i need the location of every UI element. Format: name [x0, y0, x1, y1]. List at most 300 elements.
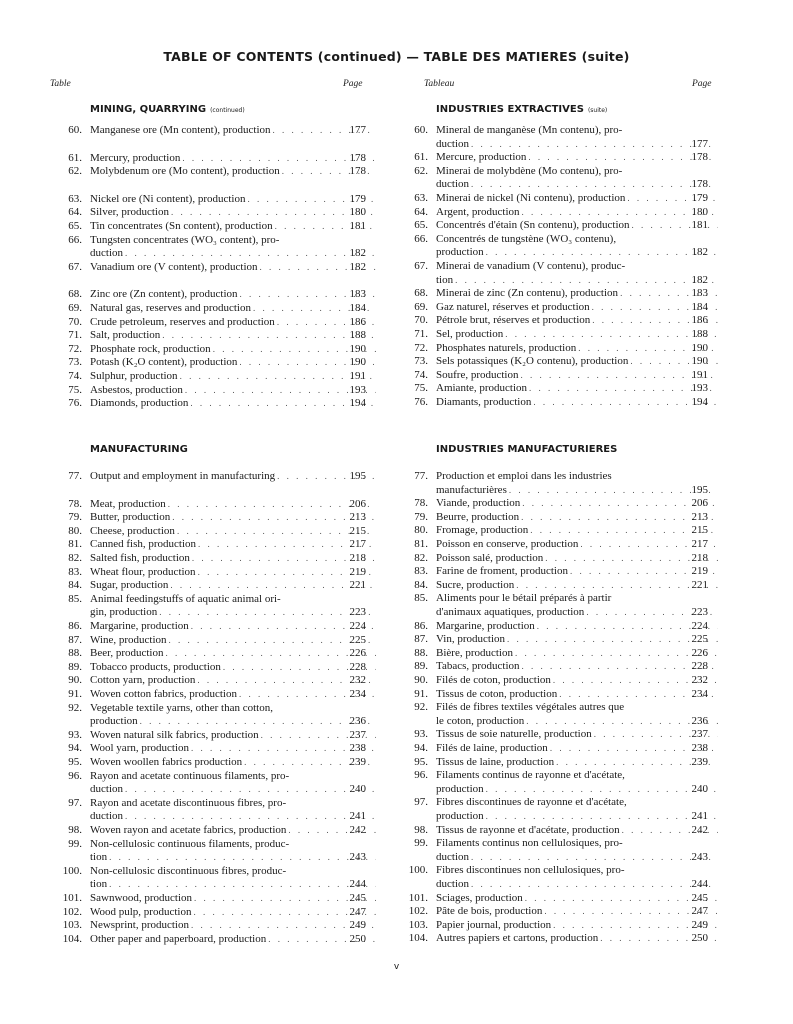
entry-title: [90, 906, 376, 920]
entry-title-line: [90, 838, 376, 852]
toc-entry[interactable]: [398, 524, 708, 538]
entry-title-line: [90, 220, 376, 234]
toc-entry[interactable]: [398, 837, 708, 864]
table-number: 83.: [68, 565, 82, 578]
entry-title-line: [90, 397, 376, 411]
entry-title-line: [436, 728, 718, 742]
section-title: MANUFACTURING: [90, 444, 188, 455]
entry-title: [436, 342, 718, 356]
entry-title-text: Concentrés d'étain (Sn contenu), production: [436, 219, 630, 232]
entry-title-line: [90, 370, 376, 384]
toc-entry[interactable]: [52, 124, 366, 138]
entry-title-text: duction: [436, 877, 469, 890]
toc-entry[interactable]: [52, 634, 366, 648]
entry-title: [90, 933, 376, 947]
table-number: 82.: [68, 552, 82, 564]
page-number-ref: 226: [691, 646, 708, 659]
toc-entry[interactable]: [52, 797, 366, 824]
toc-entry[interactable]: [398, 796, 708, 823]
entry-title-text: Argent, production: [436, 205, 520, 218]
toc-entry[interactable]: [52, 498, 366, 512]
entry-title: [436, 932, 718, 946]
page-number-ref: 225: [691, 633, 708, 646]
toc-entry[interactable]: [398, 892, 708, 906]
page-number-ref: 239: [349, 756, 366, 768]
page-number-ref: 194: [349, 397, 366, 410]
entry-title-text: Farine de froment, production: [436, 565, 568, 578]
entry-title-line: [90, 933, 376, 947]
entry-title: [436, 355, 718, 369]
entry-title-text: Sugar, production: [90, 579, 169, 592]
table-number: 63.: [414, 192, 428, 204]
page-number: v: [393, 962, 400, 972]
entry-title: [436, 864, 718, 891]
entry-title: [90, 702, 376, 729]
toc-entry[interactable]: [52, 933, 366, 947]
page-number-ref: 239: [691, 755, 708, 768]
entry-title-text: Margarine, production: [436, 619, 535, 632]
toc-entry[interactable]: [398, 742, 708, 756]
toc-entry[interactable]: [52, 470, 366, 484]
entry-title-text: tion: [436, 273, 454, 286]
toc-entry[interactable]: [52, 729, 366, 743]
entry-title: [90, 384, 376, 398]
table-number: 102.: [62, 905, 82, 918]
toc-entry[interactable]: [398, 287, 708, 301]
toc-entry[interactable]: [398, 579, 708, 593]
page-number-ref: 244: [691, 877, 708, 890]
entry-title-text: Wood pulp, production: [90, 905, 192, 918]
page-number-ref: 178: [349, 165, 366, 178]
entry-title-line: [90, 892, 376, 906]
entry-title-text: Poisson en conserve, production: [436, 538, 579, 550]
entry-title: [436, 892, 718, 906]
entry-title-line: [90, 552, 376, 566]
toc-entry[interactable]: [52, 193, 366, 207]
toc-entry[interactable]: [398, 342, 708, 356]
entry-title-line: [90, 302, 376, 316]
entry-title-text: Output and employment in manufacturing: [90, 470, 276, 482]
page-number-ref: 234: [691, 687, 708, 700]
table-number: 66.: [68, 233, 82, 246]
page-number-ref: 238: [349, 742, 366, 755]
entry-title-line: [436, 647, 718, 661]
toc-entry[interactable]: [52, 919, 366, 933]
table-number: 94.: [414, 742, 428, 754]
toc-entry[interactable]: [52, 674, 366, 688]
page-number-ref: 177: [691, 137, 708, 150]
page-number-ref: 188: [349, 329, 366, 342]
page-number-ref: 236: [691, 714, 708, 727]
entry-title-line: [90, 470, 376, 484]
toc-entry[interactable]: [52, 566, 366, 580]
toc-entry[interactable]: [398, 382, 708, 396]
entry-title-line: [90, 234, 376, 248]
page-number-ref: 181: [691, 219, 708, 232]
entry-title-text: Tungsten concentrates (WO₃ content), pro-: [90, 233, 280, 246]
page-number-ref: 236: [349, 715, 366, 728]
toc-entry[interactable]: [398, 756, 708, 770]
entry-title-line: [90, 206, 376, 220]
section-heading: [90, 104, 245, 115]
toc-entry[interactable]: [398, 824, 708, 838]
entry-title: [90, 742, 376, 756]
entry-title-line: [90, 756, 376, 770]
entry-title: [436, 470, 718, 497]
entry-title: [436, 633, 718, 647]
entry-title-line: [436, 742, 718, 756]
entry-title-line: [90, 384, 376, 398]
entry-title: [436, 497, 718, 511]
page-number-ref: 223: [691, 605, 708, 618]
page-number-ref: 245: [691, 891, 708, 904]
page-number-ref: 206: [691, 497, 708, 510]
table-number: 70.: [68, 315, 82, 328]
toc-entry[interactable]: [52, 906, 366, 920]
entry-title-text: Manganese ore (Mn content), production: [90, 124, 271, 136]
page-number-ref: 247: [349, 905, 366, 918]
page-number-ref: 232: [349, 674, 366, 687]
toc-entry[interactable]: [52, 838, 366, 865]
entry-title: [436, 660, 718, 674]
toc-entry[interactable]: [52, 343, 366, 357]
column-header-page-fr: Page: [692, 79, 712, 89]
entry-title-line: [90, 152, 376, 166]
table-number: 67.: [414, 260, 428, 272]
page-number-ref: 224: [691, 619, 708, 632]
entry-title-line: [90, 579, 376, 593]
entry-title-line: [436, 919, 718, 933]
entry-title: [90, 302, 376, 316]
page-number-ref: 243: [691, 850, 708, 863]
entry-title-line: [90, 606, 376, 620]
entry-title-text: Newsprint, production: [90, 919, 189, 932]
entry-title-line: [436, 783, 718, 797]
column-header-page-en: Page: [343, 79, 363, 89]
entry-title-text: Woven natural silk fabrics, production: [90, 728, 259, 741]
toc-entry[interactable]: [52, 206, 366, 220]
entry-title: [436, 124, 718, 151]
entry-title-line: [436, 178, 718, 192]
entry-title-line: [436, 620, 718, 634]
entry-title-line: [436, 756, 718, 770]
toc-entry[interactable]: [52, 620, 366, 634]
entry-title: [436, 824, 718, 838]
toc-entry[interactable]: [52, 165, 366, 179]
section-heading: [90, 444, 188, 455]
entry-title-text: duction: [436, 137, 469, 150]
entry-title-line: [90, 343, 376, 357]
entry-title: [436, 369, 718, 383]
toc-entry[interactable]: [52, 397, 366, 411]
table-number: 99.: [68, 837, 82, 850]
entry-title-text: Woven cotton fabrics, production: [90, 688, 237, 700]
toc-entry[interactable]: [398, 206, 708, 220]
table-number: 92.: [68, 701, 82, 714]
entry-title: [436, 396, 718, 410]
page-number-ref: 226: [349, 647, 366, 660]
toc-entry[interactable]: [398, 233, 708, 260]
toc-entry[interactable]: [398, 565, 708, 579]
toc-entry[interactable]: [398, 538, 708, 552]
entry-title-text: Salt, production: [90, 329, 161, 342]
entry-title-line: [90, 165, 376, 179]
toc-entry[interactable]: [52, 220, 366, 234]
entry-title: [90, 688, 376, 702]
entry-title-line: [436, 246, 718, 260]
table-number: 71.: [68, 329, 82, 342]
toc-entry[interactable]: [52, 316, 366, 330]
toc-entry[interactable]: [398, 701, 708, 728]
table-number: 100.: [62, 864, 82, 877]
table-number: 104.: [408, 932, 428, 945]
entry-title-text: Bière, production: [436, 646, 513, 659]
table-number: 89.: [414, 660, 428, 673]
entry-title: [436, 233, 718, 260]
entry-title-text: Animal feedingstuffs of aquatic animal ori-: [90, 592, 281, 605]
entry-title-text: Sucre, production: [436, 578, 515, 591]
page-number-ref: 245: [349, 892, 366, 904]
entry-title-text: Asbestos, production: [90, 383, 183, 396]
page-number-ref: 183: [349, 288, 366, 301]
toc-entry[interactable]: [398, 932, 708, 946]
toc-entry[interactable]: [52, 824, 366, 838]
table-number: 72.: [68, 342, 82, 355]
entry-title-text: Tissus de rayonne et d'acétate, production: [436, 823, 620, 836]
entry-title-line: [436, 470, 718, 484]
toc-entry[interactable]: [398, 497, 708, 511]
table-number: 88.: [414, 646, 428, 659]
toc-entry[interactable]: [398, 511, 708, 525]
toc-entry[interactable]: [52, 329, 366, 343]
toc-entry[interactable]: [52, 356, 366, 370]
entry-title-text: Production et emploi dans les industries: [436, 470, 612, 482]
entry-title-text: gin, production: [90, 606, 158, 619]
entry-title-text: Fromage, production: [436, 524, 529, 537]
page-number-ref: 191: [349, 370, 366, 382]
page-number-ref: 241: [691, 809, 708, 822]
toc-entry[interactable]: [398, 470, 708, 497]
entry-title-line: [90, 593, 376, 607]
entry-title-line: [436, 660, 718, 674]
toc-entry[interactable]: [52, 865, 366, 892]
toc-entry[interactable]: [52, 579, 366, 593]
entry-title-text: Minerai de nickel (Ni contenu), production: [436, 192, 626, 204]
entry-title-text: Sulphur, production: [90, 370, 178, 382]
toc-entry[interactable]: [52, 152, 366, 166]
entry-title-line: [436, 219, 718, 233]
table-number: 61.: [414, 151, 428, 164]
section-note: (continued): [210, 107, 245, 114]
entry-title-line: [436, 592, 718, 606]
toc-entry[interactable]: [52, 288, 366, 302]
entry-title-line: [436, 688, 718, 702]
page-number-ref: 182: [691, 273, 708, 286]
table-number: 103.: [408, 918, 428, 931]
entry-title-text: Non-cellulosic continuous filaments, produc-: [90, 837, 290, 850]
entry-title: [436, 565, 718, 579]
entry-title-text: Wine, production: [90, 633, 167, 646]
toc-entry[interactable]: [52, 742, 366, 756]
toc-entry[interactable]: [52, 302, 366, 316]
entry-title-text: Sciages, production: [436, 891, 523, 904]
toc-entry[interactable]: [398, 647, 708, 661]
page-number-ref: 186: [691, 314, 708, 327]
toc-entry[interactable]: [398, 864, 708, 891]
entry-title-text: Concentrés de tungstène (WO₃ contenu),: [436, 232, 617, 245]
page-number-ref: 178: [691, 151, 708, 164]
table-number: 76.: [414, 396, 428, 408]
toc-entry[interactable]: [52, 661, 366, 675]
table-number: 86.: [68, 620, 82, 632]
toc-entry[interactable]: [398, 552, 708, 566]
toc-entry[interactable]: [398, 328, 708, 342]
page-number-ref: 182: [349, 247, 366, 260]
toc-entry[interactable]: [52, 756, 366, 770]
entry-title: [90, 525, 376, 539]
toc-entry[interactable]: [52, 552, 366, 566]
page-number-ref: 240: [349, 783, 366, 796]
toc-entry[interactable]: [398, 674, 708, 688]
entry-title-line: [90, 783, 376, 797]
page-number-ref: 180: [691, 205, 708, 218]
table-number: 94.: [68, 742, 82, 755]
entry-title-text: duction: [436, 850, 469, 863]
section-heading: [436, 104, 607, 115]
table-number: 84.: [414, 578, 428, 591]
toc-entry[interactable]: [398, 620, 708, 634]
toc-entry[interactable]: [398, 165, 708, 192]
page-number-ref: 178: [349, 151, 366, 164]
toc-entry[interactable]: [52, 770, 366, 797]
entry-title: [90, 552, 376, 566]
toc-entry[interactable]: [398, 369, 708, 383]
entry-title-line: [436, 382, 718, 396]
entry-title-line: [90, 810, 376, 824]
entry-title-line: [436, 328, 718, 342]
entry-title: [436, 192, 718, 206]
page-number-ref: 181: [349, 220, 366, 232]
table-number: 79.: [68, 511, 82, 524]
entry-title: [90, 511, 376, 525]
entry-title-line: [436, 851, 718, 865]
toc-entry[interactable]: [398, 301, 708, 315]
table-number: 75.: [414, 382, 428, 395]
entry-title: [90, 838, 376, 865]
toc-entry[interactable]: [52, 538, 366, 552]
entry-title-line: [436, 932, 718, 946]
entry-title-text: Mineral de manganèse (Mn contenu), pro-: [436, 124, 623, 136]
table-number: 67.: [68, 260, 82, 273]
toc-entry[interactable]: [398, 919, 708, 933]
entry-title-text: Diamonds, production: [90, 397, 189, 410]
entry-title-text: Tissus de soie naturelle, production: [436, 728, 592, 741]
toc-entry[interactable]: [398, 219, 708, 233]
entry-title: [436, 674, 718, 688]
entry-title-text: production: [436, 809, 484, 822]
entry-title-line: [436, 701, 718, 715]
toc-entry[interactable]: [398, 396, 708, 410]
entry-title-text: Filés de fibres textiles végétales autres que: [436, 701, 625, 714]
page-number-ref: 182: [349, 260, 366, 273]
entry-title-text: le coton, production: [436, 714, 525, 727]
toc-entry[interactable]: [398, 688, 708, 702]
entry-title: [436, 260, 718, 287]
toc-entry[interactable]: [398, 728, 708, 742]
page-number-ref: 250: [349, 932, 366, 945]
toc-entry[interactable]: [398, 192, 708, 206]
table-number: 99.: [414, 837, 428, 850]
toc-entry[interactable]: [398, 769, 708, 796]
entry-title-line: [436, 565, 718, 579]
entry-title: [90, 892, 376, 906]
table-number: 62.: [414, 164, 428, 177]
entry-title-line: [90, 851, 376, 865]
toc-entry[interactable]: [398, 355, 708, 369]
toc-entry[interactable]: [52, 511, 366, 525]
entry-title-line: [436, 837, 718, 851]
page-number-ref: 241: [349, 810, 366, 823]
toc-entry[interactable]: [52, 647, 366, 661]
toc-entry[interactable]: [398, 592, 708, 619]
toc-entry[interactable]: [398, 260, 708, 287]
table-number: 91.: [68, 688, 82, 700]
toc-entry[interactable]: [398, 633, 708, 647]
entry-title-line: [436, 165, 718, 179]
toc-entry[interactable]: [52, 525, 366, 539]
entry-title-text: Sels potassiques (K₂O contenu), production: [436, 355, 629, 368]
toc-entry[interactable]: [52, 688, 366, 702]
entry-title-text: Margarine, production: [90, 620, 189, 632]
toc-entry[interactable]: [52, 261, 366, 275]
table-number: 98.: [68, 824, 82, 836]
table-number: 68.: [68, 288, 82, 301]
toc-entry[interactable]: [52, 234, 366, 261]
table-number: 73.: [68, 356, 82, 369]
page-number-ref: 188: [691, 328, 708, 340]
table-number: 80.: [414, 524, 428, 537]
entry-title-line: [436, 138, 718, 152]
toc-entry[interactable]: [52, 384, 366, 398]
entry-title-text: manufacturières: [436, 483, 507, 496]
entry-title-line: [436, 206, 718, 220]
entry-title: [436, 287, 718, 301]
toc-entry[interactable]: [398, 314, 708, 328]
entry-title-line: [90, 674, 376, 688]
toc-entry[interactable]: [52, 892, 366, 906]
toc-entry[interactable]: [398, 151, 708, 165]
table-number: 95.: [414, 755, 428, 768]
entry-title-text: Phosphates naturels, production: [436, 341, 577, 354]
page-number-ref: 178: [691, 178, 708, 191]
entry-title-line: [90, 878, 376, 892]
table-number: 90.: [414, 674, 428, 686]
entry-title-text: Crude petroleum, reserves and production: [90, 315, 275, 328]
entry-title: [90, 620, 376, 634]
entry-title-line: [436, 810, 718, 824]
entry-title-text: Mercure, production: [436, 151, 527, 164]
section-title: INDUSTRIES EXTRACTIVES: [436, 104, 584, 115]
toc-entry[interactable]: [398, 905, 708, 919]
page-number-ref: 219: [349, 565, 366, 578]
entry-title: [90, 661, 376, 675]
toc-entry[interactable]: [52, 593, 366, 620]
toc-entry[interactable]: [398, 660, 708, 674]
page-number-ref: 237: [691, 728, 708, 741]
toc-entry[interactable]: [398, 124, 708, 151]
toc-entry[interactable]: [52, 370, 366, 384]
toc-entry[interactable]: [52, 702, 366, 729]
